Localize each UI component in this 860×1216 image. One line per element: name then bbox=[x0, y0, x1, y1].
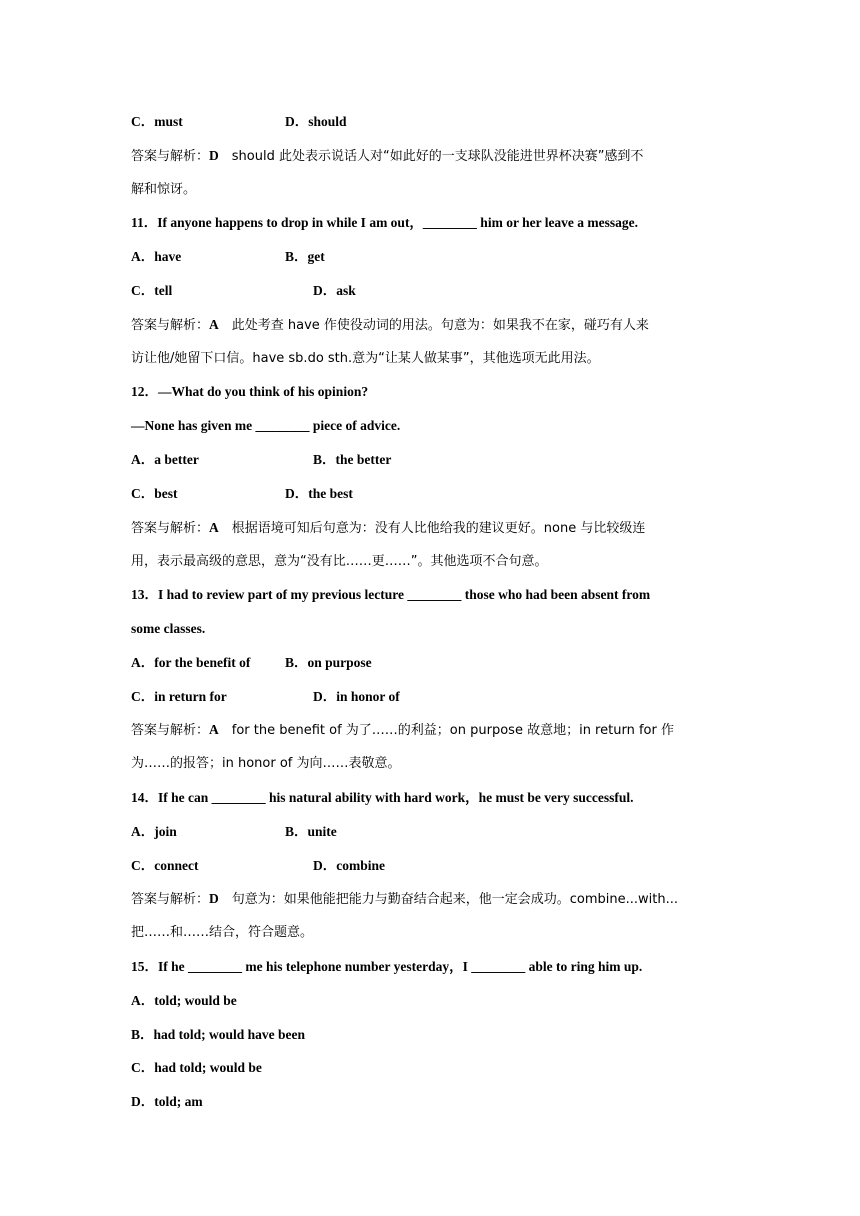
option-row bbox=[131, 857, 735, 875]
option-row bbox=[131, 113, 735, 131]
option-d: D．in honor of bbox=[313, 689, 400, 704]
question-13-cont: some classes. bbox=[131, 621, 206, 636]
option-d: D．should bbox=[285, 114, 347, 129]
question-14: 14．If he can ________ his natural ability with hard work，he must be very successful. bbox=[131, 790, 634, 805]
answer-explanation-cont: 为……的报答；in honor of 为向……表敬意。 bbox=[131, 756, 401, 771]
answer-explanation-cont: 解和惊讶。 bbox=[131, 182, 197, 197]
answer-explanation: 答案与解析：A for the benefit of 为了……的利益；on purpose 故意地；in return for 作 bbox=[131, 722, 674, 738]
answer-explanation: 答案与解析：D should 此处表示说话人对“如此好的一支球队没能进世界杯决赛”感到不 bbox=[131, 148, 644, 164]
option-c: C．must bbox=[131, 114, 183, 129]
option-c: C．tell bbox=[131, 283, 173, 298]
option-d: D．told; am bbox=[131, 1094, 203, 1109]
option-b: B．get bbox=[285, 249, 325, 264]
option-d: D．combine bbox=[313, 858, 385, 873]
option-row bbox=[131, 248, 735, 266]
option-a: A．told; would be bbox=[131, 993, 237, 1008]
option-row bbox=[131, 654, 735, 672]
question-13: 13．I had to review part of my previous lecture ________ those who had been absent from bbox=[131, 587, 651, 602]
question-12-cont: —None has given me ________ piece of advice. bbox=[131, 418, 401, 433]
option-b: B．unite bbox=[285, 824, 337, 839]
question-15: 15．If he ________ me his telephone number yesterday，I ________ able to ring him up. bbox=[131, 959, 643, 974]
answer-explanation-cont: 把……和……结合，符合题意。 bbox=[131, 925, 314, 940]
option-c: C．had told; would be bbox=[131, 1060, 262, 1075]
option-row bbox=[131, 688, 735, 706]
option-a: A．for the benefit of bbox=[131, 655, 251, 670]
option-b: B．the better bbox=[313, 452, 392, 467]
option-row bbox=[131, 485, 735, 503]
option-a: A．join bbox=[131, 824, 177, 839]
answer-explanation-cont: 用，表示最高级的意思，意为“没有比……更……”。其他选项不合句意。 bbox=[131, 554, 548, 569]
option-c: C．best bbox=[131, 486, 178, 501]
answer-explanation-cont: 访让他/她留下口信。have sb.do sth.意为“让某人做某事”，其他选项无此用法。 bbox=[131, 351, 600, 366]
option-b: B．on purpose bbox=[285, 655, 372, 670]
option-row bbox=[131, 451, 735, 469]
question-11: 11．If anyone happens to drop in while I am out，________ him or her leave a message. bbox=[131, 215, 639, 230]
answer-explanation: 答案与解析：A 根据语境可知后句意为：没有人比他给我的建议更好。none 与比较级连 bbox=[131, 520, 646, 536]
option-c: C．in return for bbox=[131, 689, 227, 704]
option-row bbox=[131, 823, 735, 841]
option-c: C．connect bbox=[131, 858, 199, 873]
option-d: D．the best bbox=[285, 486, 353, 501]
option-b: B．had told; would have been bbox=[131, 1027, 306, 1042]
answer-explanation: 答案与解析：D 句意为：如果他能把能力与勤奋结合起来，他一定会成功。combine...with... bbox=[131, 891, 679, 907]
answer-explanation: 答案与解析：A 此处考查 have 作使役动词的用法。句意为：如果我不在家，碰巧有人来 bbox=[131, 317, 649, 333]
question-12: 12．—What do you think of his opinion? bbox=[131, 384, 369, 399]
option-a: A．a better bbox=[131, 452, 199, 467]
option-row bbox=[131, 282, 735, 300]
option-d: D．ask bbox=[313, 283, 356, 298]
option-a: A．have bbox=[131, 249, 182, 264]
